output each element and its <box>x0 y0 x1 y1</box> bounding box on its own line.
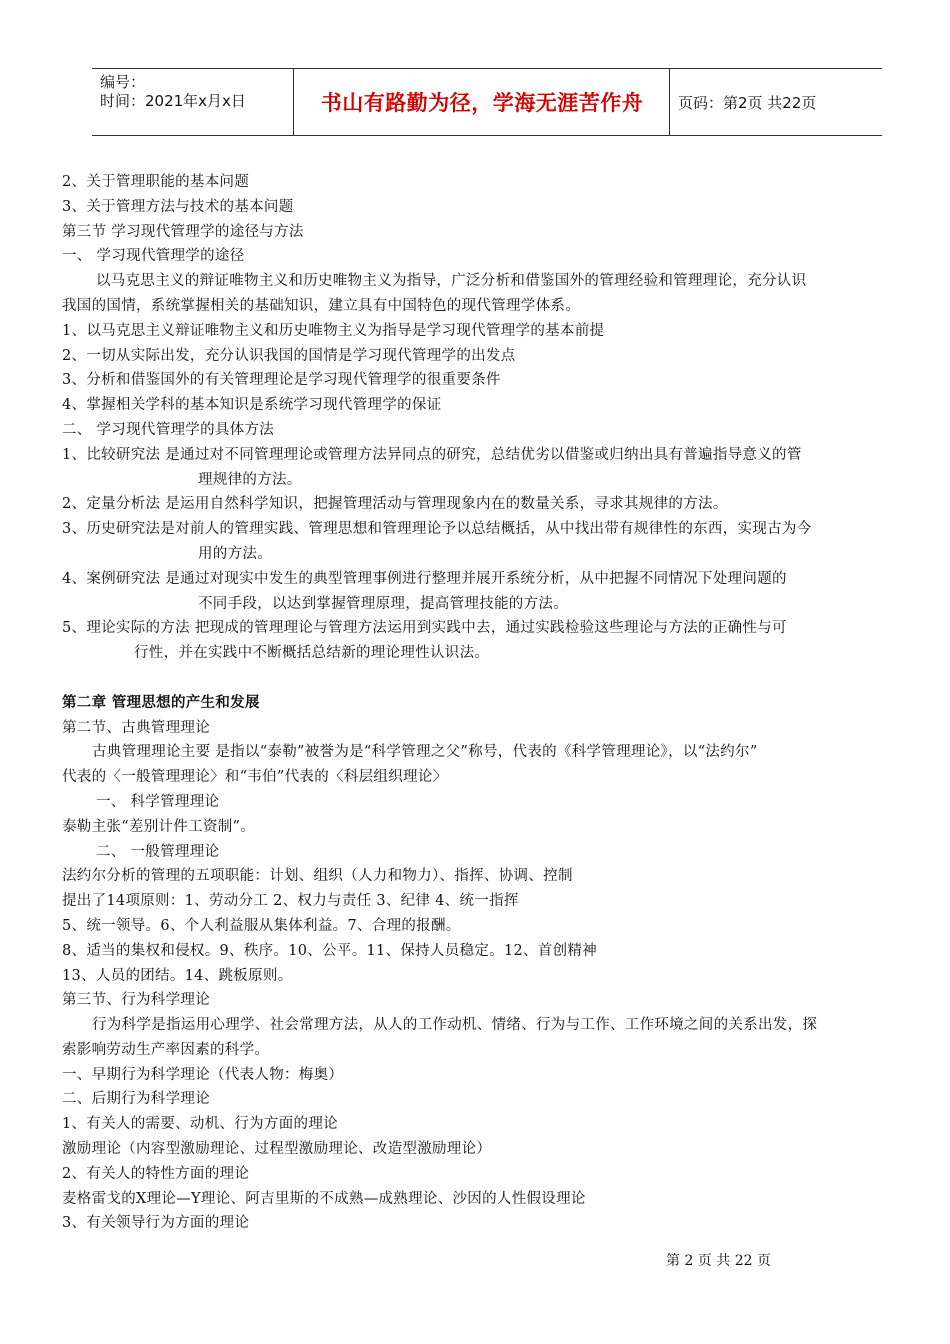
text-line: 用的方法。 <box>198 545 272 562</box>
header-page-info: 页码：第2页 共22页 <box>678 93 817 112</box>
page-footer: 第 2 页 共 22 页 <box>666 1253 771 1269</box>
text-line: 激励理论（内容型激励理论、过程型激励理论、改造型激励理论） <box>62 1141 492 1158</box>
text-line: 行性，并在实践中不断概括总结新的理论理性认识法。 <box>134 645 490 662</box>
text-line: 理规律的方法。 <box>198 471 302 488</box>
text-line: 泰勒主张“差别计件工资制”。 <box>62 818 256 835</box>
text-line: 二、 一般管理理论 <box>96 843 220 860</box>
text-line: 二、 学习现代管理学的具体方法 <box>62 421 275 438</box>
text-line: 一、 学习现代管理学的途径 <box>62 248 245 265</box>
text-line: 3、有关领导行为方面的理论 <box>62 1215 250 1232</box>
text-line: 第三节、行为科学理论 <box>62 992 210 1009</box>
text-line: 2、关于管理职能的基本问题 <box>62 174 250 190</box>
text-line: 3、历史研究法是对前人的管理实践、管理思想和管理理论予以总结概括，从中找出带有规律性的东西，实现古为今 <box>62 521 812 538</box>
text-line: 不同手段，以达到掌握管理原理，提高管理技能的方法。 <box>198 595 568 612</box>
text-line: 行为科学是指运用心理学、社会常理方法，从人的工作动机、情绪、行为与工作、工作环境之间的关系出发，探 <box>92 1017 818 1034</box>
text-line: 5、理论实际的方法 把现成的管理理论与管理方法运用到实践中去，通过实践检验这些理论与方法的正确性与可 <box>62 620 787 637</box>
text-line: 2、有关人的特性方面的理论 <box>62 1165 250 1182</box>
text-line: 4、掌握相关学科的基本知识是系统学习现代管理学的保证 <box>62 397 442 414</box>
text-line: 1、比较研究法 是通过对不同管理理论或管理方法异同点的研究，总结优劣以借鉴或归纳出具有普遍指导意义的管 <box>62 446 802 463</box>
text-line: 第二节、古典管理理论 <box>62 719 210 736</box>
text-line: 代表的〈一般管理理论〉和“韦伯”代表的〈科层组织理论〉 <box>62 769 448 786</box>
header-divider-right <box>669 69 670 135</box>
text-line: 以马克思主义的辩证唯物主义和历史唯物主义为指导，广泛分析和借鉴国外的管理经验和管理理论，充分认识 <box>96 273 807 290</box>
document-body <box>62 170 917 1236</box>
header-time-label: 时间：2021年x月x日 <box>100 92 246 110</box>
header-motto: 书山有路勤为径，学海无涯苦作舟 <box>320 91 644 115</box>
text-line: 古典管理理论主要 是指以“泰勒”被誉为是“科学管理之父”称号，代表的《科学管理理论》，以“法约尔” <box>92 744 758 761</box>
text-line: 2、一切从实际出发，充分认识我国的国情是学习现代管理学的出发点 <box>62 347 516 364</box>
text-line: 我国的国情，系统掌握相关的基础知识，建立具有中国特色的现代管理学体系。 <box>62 297 580 314</box>
header-number-label: 编号： <box>100 73 146 91</box>
text-line: 麦格雷戈的X理论—Y理论、阿吉里斯的不成熟—成熟理论、沙因的人性假设理论 <box>62 1190 586 1207</box>
text-line: 4、案例研究法 是通过对现实中发生的典型管理事例进行整理并展开系统分析，从中把握不同情况下处理问题的 <box>62 570 787 587</box>
chapter-heading: 第二章 管理思想的产生和发展 <box>62 694 260 711</box>
text-line: 1、有关人的需要、动机、行为方面的理论 <box>62 1116 338 1133</box>
header-meta <box>100 73 246 111</box>
text-line: 3、关于管理方法与技术的基本问题 <box>62 198 294 215</box>
text-line <box>62 666 917 691</box>
text-line: 8、适当的集权和侵权。9、秩序。10、公平。11、保持人员稳定。12、首创精神 <box>62 942 597 959</box>
text-line: 索影响劳动生产率因素的科学。 <box>62 1041 270 1058</box>
page-header <box>92 68 882 136</box>
text-line: 二、后期行为科学理论 <box>62 1091 210 1108</box>
header-divider-left <box>293 69 294 135</box>
text-line: 一、 科学管理理论 <box>96 793 220 810</box>
text-line: 5、统一领导。6、个人利益服从集体利益。7、合理的报酬。 <box>62 917 461 934</box>
text-line: 2、定量分析法 是运用自然科学知识，把握管理活动与管理现象内在的数量关系，寻求其规律的方法。 <box>62 496 728 513</box>
text-line: 一、早期行为科学理论（代表人物：梅奥） <box>62 1066 344 1083</box>
text-line: 3、分析和借鉴国外的有关管理理论是学习现代管理学的很重要条件 <box>62 372 501 389</box>
text-line: 提出了14项原则：1、劳动分工 2、权力与责任 3、纪律 4、统一指挥 <box>62 893 519 910</box>
text-line: 1、以马克思主义辩证唯物主义和历史唯物主义为指导是学习现代管理学的基本前提 <box>62 322 605 339</box>
text-line: 法约尔分析的管理的五项职能：计划、组织（人力和物力）、指挥、协调、控制 <box>62 868 573 885</box>
text-line: 第三节 学习现代管理学的途径与方法 <box>62 223 304 240</box>
text-line: 13、人员的团结。14、跳板原则。 <box>62 967 293 984</box>
